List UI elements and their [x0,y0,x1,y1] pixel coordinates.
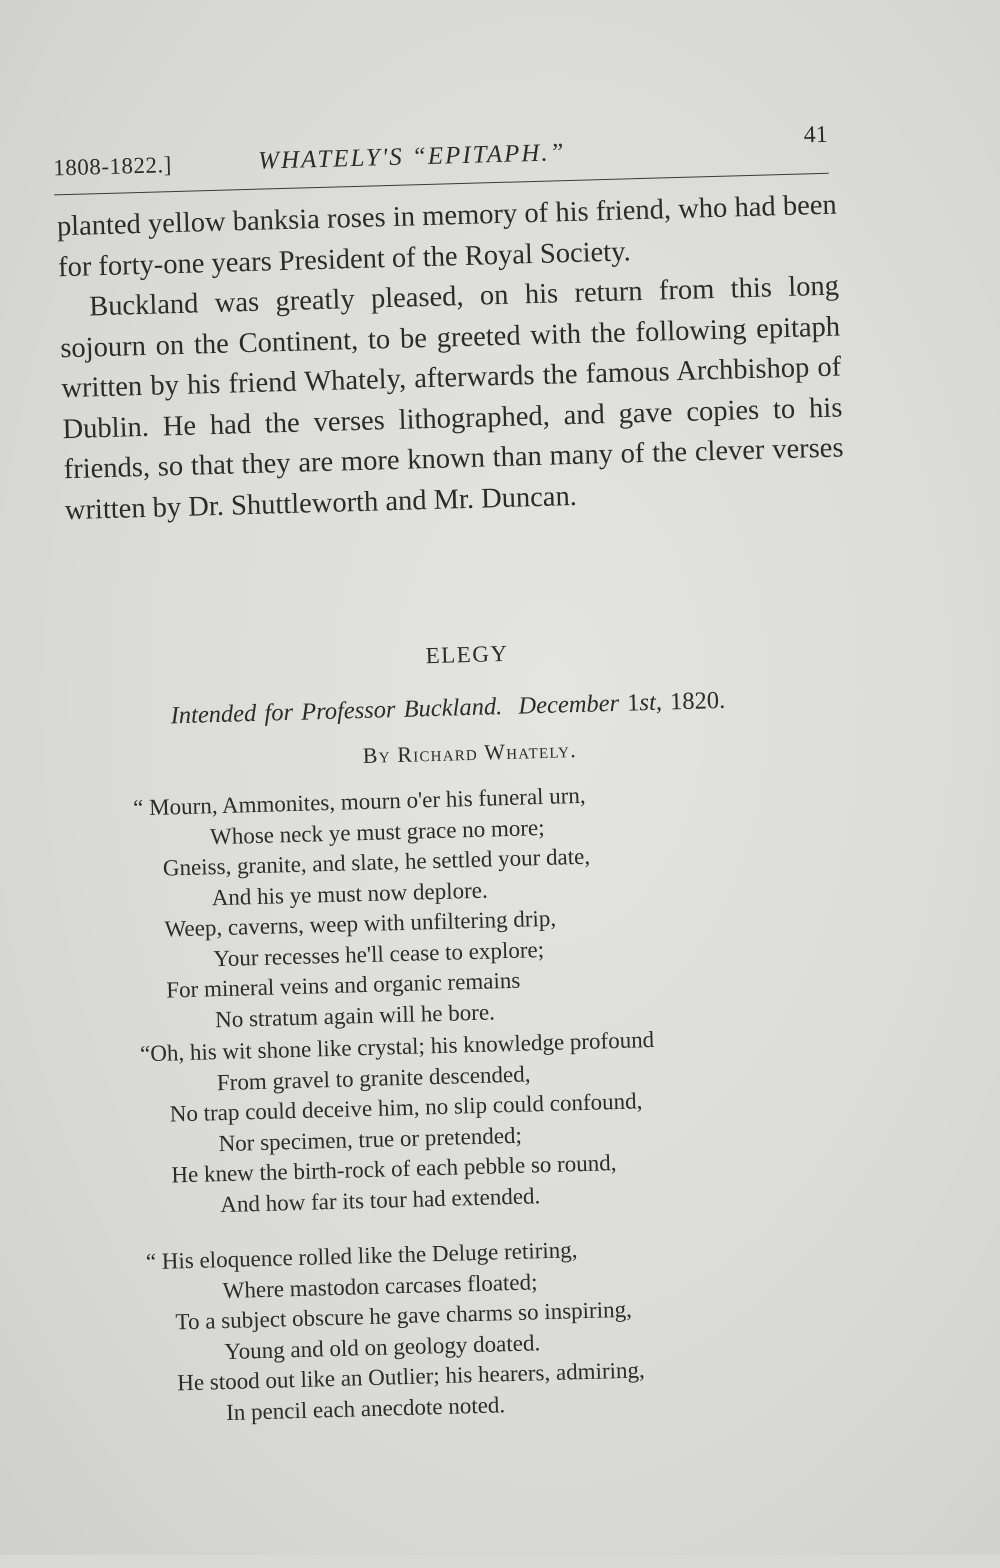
stanza-line: Nor specimen, true or pretended; [218,1122,523,1156]
stanza-3 [145,1228,830,1430]
stanza-line: He knew the birth-rock of each pebble so round, [171,1150,617,1188]
stanza-line: From gravel to granite descended, [216,1060,531,1095]
stanza-line: Where mastodon carcases floated; [222,1268,538,1303]
stanza-line: “Oh, his wit shone like crystal; his knowledge profound [139,1026,655,1067]
stanza-2 [140,1020,825,1222]
body-text [56,186,845,532]
stanza-line: Your recesses he'll cease to explore; [213,936,545,971]
stanza-line: Gneiss, granite, and slate, he settled your date, [162,843,591,881]
subtitle-date-month: December [518,689,628,720]
stanza-line: “ His eloquence rolled like the Deluge retiring, [145,1237,578,1275]
stanza-line: “ Mourn, Ammonites, mourn o'er his funeral urn, [132,782,586,821]
elegy-title: ELEGY [425,640,509,669]
paragraph-1: planted yellow banksia roses in memory of his friend, who had been for forty-one years President of the Royal Society. [56,189,838,283]
stanza-line: Young and old on geology doated. [224,1329,541,1364]
stanza-line: Weep, caverns, weep with unfiltering drip, [164,905,557,942]
elegy-subtitle [170,687,725,730]
stanza-line: And how far its tour had extended. [219,1182,541,1217]
page-number: 41 [803,121,829,149]
stanza-line: For mineral veins and organic remains [165,967,521,1003]
stanza-line: No trap could deceive him, no slip could confound, [169,1088,643,1127]
stanza-line: In pencil each anecdote noted. [225,1391,506,1425]
paragraph-2: Buckland was greatly pleased, on his return from this long sojourn on the Continent, to be greeted with the following epitaph written by his friend Whately, afterwards the famous Archbishop of Dublin. He had the verses lithographed, and gave copies to his friends, so that they are more known than many of the clever verses written by Dr. Shuttleworth and Mr. Duncan. [59,270,844,526]
subtitle-date-year: 1820. [661,686,726,716]
stanza-line: He stood out like an Outlier; his hearers, admiring, [176,1357,646,1396]
stanza-line: To a subject obscure he gave charms so inspiring, [175,1296,633,1335]
stanza-line: Whose neck ye must grace no more; [209,814,545,849]
elegy-byline: By Richard Whately. [362,737,578,768]
header-dates: 1808-1822.] [52,152,173,181]
running-header [53,120,829,192]
stanza-line: No stratum again will he bore. [214,998,496,1032]
stanza-line: And his ye must now deplore. [211,877,488,910]
stanza-1 [133,774,820,1037]
subtitle-date-day: 1 [626,689,640,717]
subtitle-date-suffix: st, [639,688,663,717]
subtitle-main: Intended for Professor Buckland. [170,693,503,730]
header-title: WHATELY'S “EPITAPH.” [257,139,566,175]
